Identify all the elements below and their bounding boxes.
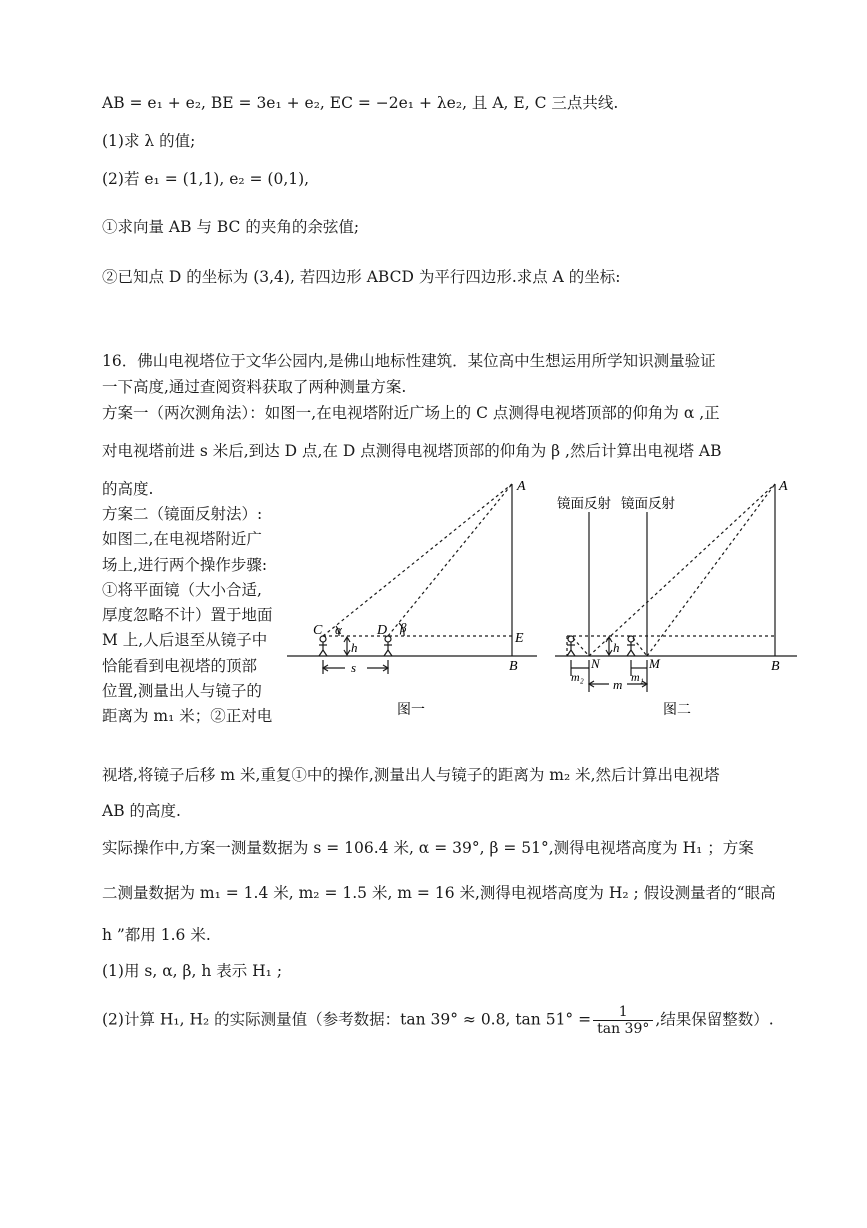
fig1-caption: 图一 — [397, 702, 425, 718]
fig1-sight-line-c — [323, 484, 512, 636]
plan2-line: 距离为 m₁ 米；②正对电 — [102, 707, 273, 726]
q15-part2: (2)若 e₁ = (1,1), e₂ = (0,1), — [102, 170, 310, 188]
fig2-label-m-point: M — [649, 656, 660, 671]
q16-actual-1: 实际操作中,方案一测量数据为 s = 106.4 米, α = 39°, β = 51°,测得电视塔高度为 H₁ ；方案 — [102, 839, 754, 857]
fig2-label-a: A — [779, 479, 788, 494]
fraction-numerator: 1 — [593, 1004, 653, 1021]
fig2-label-m: m — [613, 677, 623, 692]
fig2-sight-line-n — [589, 484, 775, 656]
fig1-label-s: s — [351, 660, 357, 675]
plan2-line: 恰能看到电视塔的顶部 — [102, 656, 258, 675]
q15-sub2: ②已知点 D 的坐标为 (3,4), 若四边形 ABCD 为平行四边形.求点 A 的坐标: — [102, 268, 621, 286]
fig2-label-m1: m₁ — [631, 670, 644, 684]
q16-part2 — [102, 1004, 774, 1037]
fig2-mirror-label-2: 镜面反射 — [621, 496, 675, 512]
plan2-line: 如图二,在电视塔附近广 — [102, 530, 262, 549]
q16-plan1-a: 方案一（两次测角法）：如图一,在电视塔附近广场上的 C 点测得电视塔顶部的仰角为 α ,正 — [102, 404, 720, 422]
fig2-label-m2: m₂ — [571, 670, 584, 684]
plan2-line: 厚度忽略不计）置于地面 — [102, 606, 273, 625]
q16-plan2-cont-2: AB 的高度. — [102, 802, 181, 820]
q15-sub1: ①求向量 AB 与 BC 的夹角的余弦值; — [102, 218, 360, 236]
q16-actual-3: h ”都用 1.6 米. — [102, 926, 211, 944]
fig2-label-h: h — [613, 640, 620, 655]
figure-2 — [553, 470, 803, 720]
fig2-caption: 图二 — [663, 702, 691, 718]
fig1-label-alpha: α — [335, 622, 342, 637]
fig2-reflect-n — [573, 638, 589, 656]
q16-part2-pre: (2)计算 H₁, H₂ 的实际测量值（参考数据：tan 39° ≈ 0.8, tan 51° = — [102, 1010, 592, 1029]
fig1-label-a: A — [517, 479, 526, 494]
fig1-label-e: E — [515, 631, 524, 646]
q15-part1: (1)求 λ 的值; — [102, 132, 196, 150]
plan2-line: 场上,进行两个操作步骤: — [102, 555, 268, 574]
q16-plan1-b: 对电视塔前进 s 米后,到达 D 点,在 D 点测得电视塔顶部的仰角为 β ,然后计算出电视塔 AB — [102, 442, 722, 460]
fig1-label-d: D — [377, 623, 388, 638]
fig2-mirror-label-1: 镜面反射 — [557, 496, 611, 512]
plan2-line: 位置,测量出人与镜子的 — [102, 682, 262, 701]
plan2-line: M 上,人后退至从镜子中 — [102, 631, 268, 650]
q16-tan-fraction — [593, 1004, 653, 1037]
q16-plan1-c: 的高度. — [102, 480, 154, 498]
fig2-reflect-m — [633, 638, 647, 656]
fig1-label-c: C — [313, 623, 323, 638]
fig1-sight-line-d — [388, 484, 512, 636]
q16-plan2-cont-1: 视塔,将镜子后移 m 米,重复①中的操作,测量出人与镜子的距离为 m₂ 米,然后计算出电视塔 — [102, 766, 720, 784]
plan2-line: 方案二（镜面反射法）: — [102, 505, 263, 523]
q16-part1: (1)用 s, α, β, h 表示 H₁ ; — [102, 962, 283, 980]
q15-given: AB = e₁ + e₂, BE = 3e₁ + e₂, EC = −2e₁ + λe₂, 且 A, E, C 三点共线. — [102, 94, 619, 112]
fig1-label-h: h — [351, 640, 358, 655]
plan2-line: ①将平面镜（大小合适, — [102, 580, 262, 599]
q16-intro-2: 一下高度,通过查阅资料获取了两种测量方案. — [102, 378, 407, 396]
q16-plan2-column — [102, 502, 282, 730]
fraction-denominator: tan 39° — [597, 1021, 650, 1037]
fig2-label-n: N — [591, 656, 600, 671]
q16-part2-post: ,结果保留整数）. — [655, 1010, 774, 1029]
fig2-label-b: B — [771, 659, 780, 674]
fig1-label-beta: β — [400, 620, 407, 635]
figure-1 — [285, 470, 545, 720]
q16-actual-2: 二测量数据为 m₁ = 1.4 米, m₂ = 1.5 米, m = 16 米,测得电视塔高度为 H₂ ; 假设测量者的“眼高 — [102, 884, 776, 902]
fig1-label-b: B — [509, 659, 518, 674]
q16-intro-1: 16．佛山电视塔位于文华公园内,是佛山地标性建筑．某位高中生想运用所学知识测量验证 — [102, 352, 716, 370]
